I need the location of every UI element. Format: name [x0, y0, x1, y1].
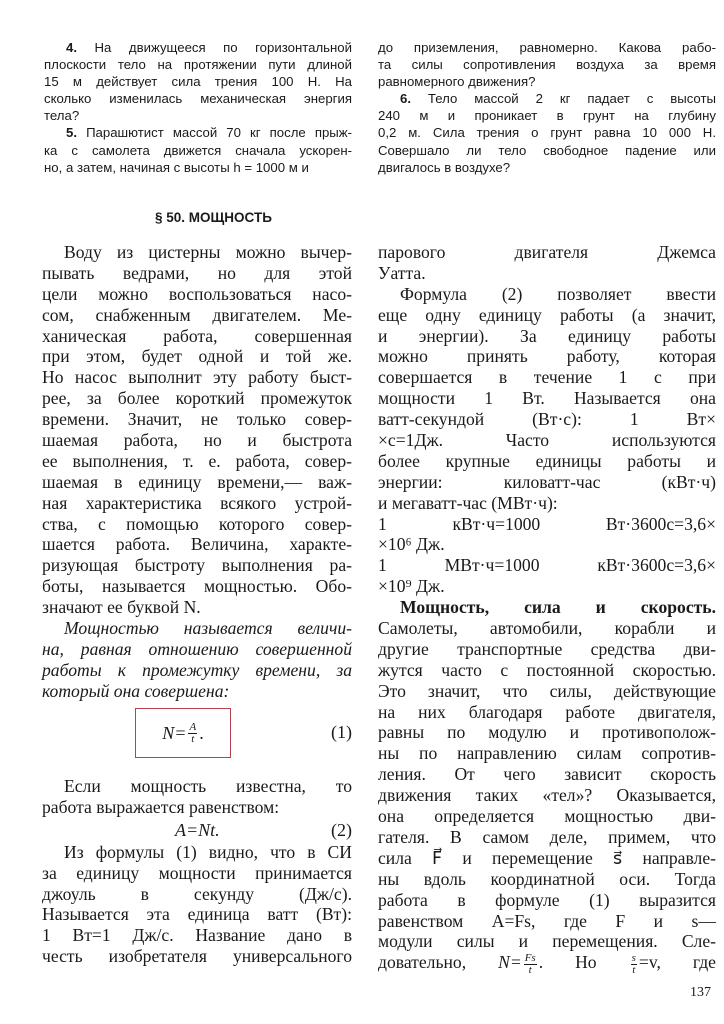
line-text: ×с=1Дж. Часто используются: [378, 430, 716, 451]
line-text: 240 м и проникает в грунт на глубину: [378, 108, 716, 124]
power-known-paragraph: [42, 776, 352, 818]
line-text: сколько изменилась механическая энергия: [44, 91, 352, 107]
text-line: [378, 555, 716, 576]
line-text: 1 кВт·ч=1000 Вт·3600с=3,6×: [378, 513, 716, 534]
line-text: шается работа. Величина, характе-: [42, 534, 352, 555]
formula-lhs: N=: [162, 722, 187, 743]
power-force-speed-paragraph: [378, 597, 716, 952]
line-text: ×10⁹ Дж.: [378, 576, 445, 597]
main-right-column: [378, 242, 716, 976]
text-line: [378, 56, 716, 73]
line-text: двигалось в воздухе?: [378, 159, 511, 175]
line-text: гателя. В самом деле, примем, что: [378, 826, 716, 847]
text-line: [378, 451, 716, 472]
text-line: [378, 430, 716, 451]
text-line: [378, 764, 716, 785]
line-text: энергии: киловатт-час (кВт·ч): [378, 471, 716, 492]
line-text: и мегаватт-час (МВт·ч):: [378, 492, 558, 513]
text-line: [378, 639, 716, 660]
text-line: [378, 142, 716, 159]
line-text: 1 Вт=1 Дж/с. Название дано в: [42, 925, 352, 946]
text-line: [378, 124, 716, 141]
intro-paragraph: [42, 242, 352, 618]
line-text: Парашютист массой 70 кг после прыж-: [86, 125, 352, 141]
text-line: [42, 639, 352, 660]
text-line: [42, 576, 352, 597]
equation-number-1: (1): [331, 722, 352, 742]
text-line: [378, 743, 716, 764]
equation-number-2: (2): [331, 819, 352, 840]
text-line: [378, 681, 716, 702]
line-text: равномерного движения?: [378, 74, 536, 90]
line-text: плоскости тело на протяжении пути длиной: [44, 57, 352, 73]
line-text: времени. Значит, не только совер-: [42, 409, 352, 430]
line-text: можно принять работу, которая: [378, 346, 716, 367]
text-line: [378, 514, 716, 535]
formula-2-text: A=Nt.: [175, 819, 220, 840]
fraction-fs-over-t: [524, 953, 537, 976]
text-line: [378, 911, 716, 932]
problem-6: [378, 90, 716, 175]
text-line: [378, 409, 716, 430]
fraction-denominator: t: [528, 963, 532, 976]
text-line: [42, 618, 352, 639]
text-line: [378, 848, 716, 869]
text-line: [42, 534, 352, 555]
text-line: [378, 346, 716, 367]
line-text: за единицу мощности принимается: [42, 862, 352, 883]
kwh-equation: [378, 514, 716, 556]
line-text: при этом, будет одной и той же.: [42, 346, 352, 367]
line-text: Самолеты, автомобили, корабли и: [378, 618, 716, 639]
text-line: [378, 73, 716, 90]
text-line: [42, 884, 352, 905]
problem-5: [44, 124, 352, 175]
line-text: Если мощность известна, то: [64, 776, 352, 796]
text-line: [42, 326, 352, 347]
line-text: парового двигателя Джемса: [378, 242, 716, 262]
line-text: ка с самолета движется сначала ускорен-: [44, 142, 352, 158]
text-line: [378, 493, 716, 514]
line-text: Из формулы (1) видно, что в СИ: [64, 841, 352, 862]
line-text: цели можно воспользоваться насо-: [42, 283, 352, 304]
watt-continued-paragraph: [378, 242, 716, 284]
line-text: сом, снабженным двигателем. Ме-: [42, 304, 352, 325]
line-text: честь изобретателя универсального: [42, 946, 352, 967]
line-text: движения таких «тел»? Оказывается,: [378, 785, 716, 806]
text-segment: =v, где: [638, 952, 716, 973]
line-text: ризующая быстроту выполнения ра-: [42, 555, 352, 576]
formula-1: [42, 708, 352, 760]
formula-2: [42, 818, 352, 842]
text-line: [378, 472, 716, 493]
line-text: еще одну единицу работы (а значит,: [378, 304, 716, 325]
line-text: модули силы и перемещения. Сле-: [378, 931, 716, 952]
text-line: [378, 107, 716, 124]
fraction-numerator: Fs: [524, 951, 536, 964]
text-line: [42, 660, 352, 681]
line-text: и энергии). За единицу работы: [378, 325, 716, 346]
line-text: ×10⁶ Дж.: [378, 534, 445, 555]
text-line: [42, 409, 352, 430]
line-text: равенством A=Fs, где F и s—: [378, 910, 716, 931]
line-text: ления. От чего зависит скорость: [378, 764, 716, 785]
final-formula-line: [378, 951, 716, 976]
line-text: мощности 1 Вт. Называется она: [378, 388, 716, 409]
text-line: [42, 925, 352, 946]
text-line: [378, 576, 716, 597]
line-text: на, равная отношению совершенной: [42, 638, 352, 659]
problem-number: 4.: [66, 40, 77, 55]
text-line: [378, 660, 716, 681]
fraction-a-over-t: [188, 722, 197, 745]
text-line: [42, 493, 352, 514]
line-text: пывать ведрами, но для этой: [42, 262, 352, 283]
text-line: [378, 722, 716, 743]
text-line: [378, 869, 716, 890]
text-line: [378, 806, 716, 827]
line-text: Формула (2) позволяет ввести: [400, 283, 716, 304]
line-text: рее, за более короткий промежуток: [42, 388, 352, 409]
line-text: Воду из цистерны можно вычер-: [64, 242, 352, 262]
line-text: Совершало ли тело свободное падение или: [378, 142, 716, 158]
paragraph-lead: Мощность, сила и скорость.: [400, 597, 716, 618]
si-unit-paragraph: [42, 842, 352, 967]
line-text: она определяется мощностью дви-: [378, 806, 716, 827]
fraction-numerator: s: [631, 951, 636, 964]
line-text: Называется эта единица ватт (Вт):: [42, 904, 352, 925]
line-text: значают ее буквой N.: [42, 597, 201, 618]
text-line: [44, 142, 352, 159]
text-line: [378, 242, 716, 263]
page-number: 137: [690, 985, 711, 1000]
line-text: Но насос выполнит эту работу быст-: [42, 367, 352, 388]
text-line: [378, 305, 716, 326]
text-line: [378, 39, 716, 56]
text-line: [42, 451, 352, 472]
fraction-numerator: A: [189, 720, 197, 733]
text-line: [42, 367, 352, 388]
line-text: сила F⃗ и перемещение s⃗ направле-: [378, 847, 716, 868]
text-line: [42, 863, 352, 884]
line-text: Уатта.: [378, 262, 426, 283]
fraction-denominator: t: [632, 963, 636, 976]
text-line: [42, 388, 352, 409]
line-text: ватт-секундой (Вт·с): 1 Вт×: [378, 409, 716, 430]
line-text: равны по модулю и противополож-: [378, 722, 716, 743]
text-line: [378, 618, 716, 639]
line-text: ная характеристика всякого устрой-: [42, 492, 352, 513]
text-line: [42, 472, 352, 493]
mwh-equation: [378, 555, 716, 597]
fraction-denominator: t: [191, 732, 195, 745]
line-text: ны вдоль координатной оси. Тогда: [378, 868, 716, 889]
line-text: 15 м действует сила трения 100 Н. На: [44, 74, 352, 90]
line-text: На движущееся по горизонтальной: [94, 40, 353, 55]
text-line: [378, 890, 716, 911]
line-text: но, а затем, начиная с высоты h = 1000 м и: [44, 159, 309, 175]
text-segment: . Но: [538, 952, 597, 973]
text-line: [378, 263, 716, 284]
text-line: [42, 555, 352, 576]
text-line: [42, 776, 352, 797]
text-line: [42, 346, 352, 367]
line-text: тела?: [44, 108, 80, 124]
line-text: Мощностью называется величи-: [64, 618, 352, 639]
text-line: [44, 56, 352, 73]
text-line: [44, 124, 352, 141]
formula-lhs: N=: [498, 952, 522, 973]
line-text: ее выполнения, т. е. работа, совер-: [42, 450, 352, 471]
watt-second-paragraph: [378, 284, 716, 514]
line-text: жутся часто с постоянной скоростью.: [378, 659, 716, 680]
line-text: более крупные единицы работы и: [378, 450, 716, 471]
text-line: [42, 946, 352, 967]
line-text: совершается в течение 1 с при: [378, 367, 716, 388]
definition-paragraph: [42, 618, 352, 702]
line-text: ны по направлению силам сопротив-: [378, 743, 716, 764]
text-line: [378, 827, 716, 848]
fraction-s-over-t: [631, 953, 637, 976]
text-line: [42, 904, 352, 925]
text-line: [42, 842, 352, 863]
text-line: [42, 797, 352, 818]
line-text: на них благодаря работе двигателя,: [378, 701, 716, 722]
text-line: [42, 242, 352, 263]
text-line: [44, 159, 352, 176]
text-line: [42, 597, 352, 618]
text-line: [44, 90, 352, 107]
text-line: [44, 39, 352, 56]
line-text: 1 МВт·ч=1000 кВт·3600с=3,6×: [378, 555, 716, 576]
line-text: 0,2 м. Сила трения о грунт равна 10 000 Н.: [378, 125, 716, 141]
problems-left-column: [44, 39, 352, 176]
text-line: [42, 514, 352, 535]
text-line: [378, 367, 716, 388]
main-left-column: [42, 242, 352, 982]
line-text: который она совершена:: [42, 680, 230, 701]
text-line: [378, 702, 716, 723]
line-text: джоуль в секунду (Дж/с).: [42, 883, 352, 904]
line-text: ханическая работа, совершенная: [42, 325, 352, 346]
problem-5-continued: [378, 39, 716, 90]
line-text: Тело массой 2 кг падает с высоты: [427, 91, 716, 107]
section-title: § 50. МОЩНОСТЬ: [155, 210, 272, 225]
line-text: до приземления, равномерно. Какова рабо-: [378, 40, 716, 55]
line-text: ства, с помощью которого совер-: [42, 513, 352, 534]
line-text: шаемая в единицу времени,— важ-: [42, 471, 352, 492]
text-segment: довательно,: [378, 952, 467, 973]
line-text: работа в формуле (1) выразится: [378, 889, 716, 910]
line-text: шаемая работа, но и быстрота: [42, 430, 352, 451]
text-line: [378, 388, 716, 409]
problem-number: 5.: [66, 125, 77, 141]
text-line: [42, 284, 352, 305]
line-text: работы к промежутку времени, за: [42, 659, 352, 680]
text-line: [44, 73, 352, 90]
line-text: работа выражается равенством:: [42, 796, 280, 817]
text-line: [378, 284, 716, 305]
formula-tail: .: [199, 722, 204, 743]
line-text: Это значит, что силы, действующие: [378, 680, 716, 701]
problem-4: [44, 39, 352, 124]
text-line: [42, 305, 352, 326]
line-text: боты, называется мощностью. Обо-: [42, 576, 352, 597]
problems-right-column: [378, 39, 716, 176]
line-text: та силы сопротивления воздуха за время: [378, 57, 716, 73]
text-line: [44, 107, 352, 124]
problem-number: 6.: [400, 91, 411, 107]
text-line: [42, 430, 352, 451]
text-line: [378, 931, 716, 952]
formula-1-box: [135, 708, 231, 758]
text-line: [378, 534, 716, 555]
text-line: [42, 681, 352, 702]
text-line: [378, 326, 716, 347]
line-text: другие транспортные средства дви-: [378, 638, 716, 659]
text-line: [378, 785, 716, 806]
text-line: [42, 263, 352, 284]
text-line: [378, 159, 716, 176]
text-line: [378, 90, 716, 107]
